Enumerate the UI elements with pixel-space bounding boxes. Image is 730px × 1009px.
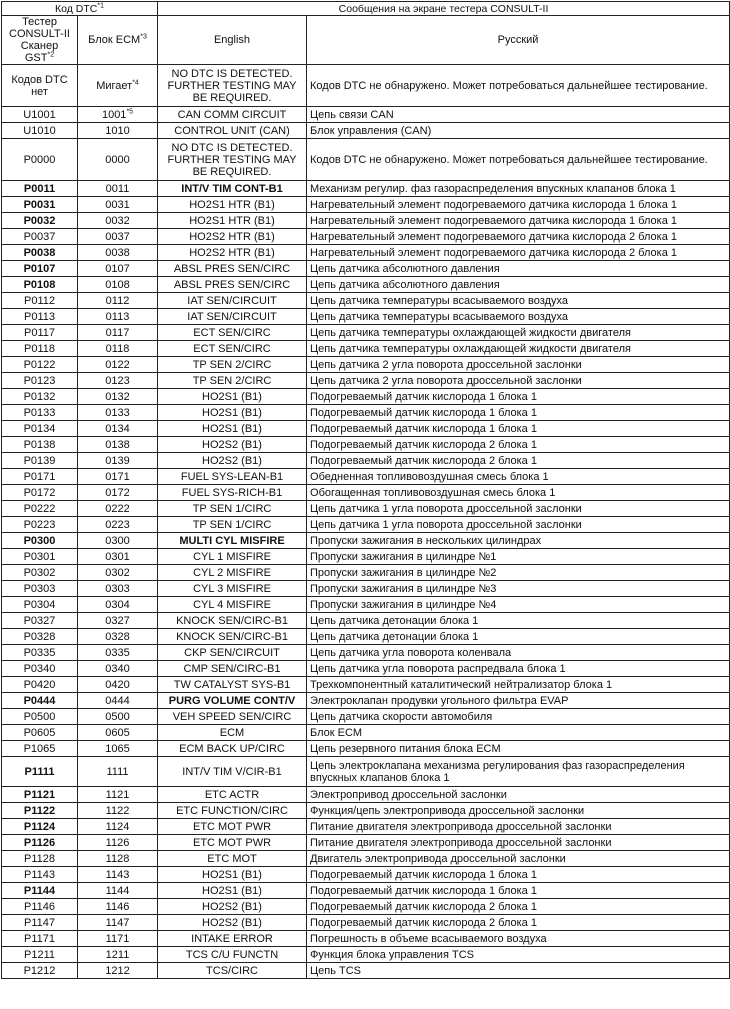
russian-message-cell: Обедненная топливовоздушная смесь блока 1 [307, 469, 730, 485]
russian-message-cell: Цепь резервного питания блока ECM [307, 741, 730, 757]
table-row [2, 139, 730, 181]
table-row [2, 693, 730, 709]
table-row [2, 469, 730, 485]
russian-message-cell: Блок ECM [307, 725, 730, 741]
table-row [2, 341, 730, 357]
ecm-code-cell: 0123 [78, 373, 158, 389]
russian-message-cell: Цепь датчика абсолютного давления [307, 277, 730, 293]
ecm-code-cell: 0037 [78, 229, 158, 245]
russian-message-cell: Цепь датчика 1 угла поворота дроссельной заслонки [307, 501, 730, 517]
english-message-cell: INTAKE ERROR [158, 931, 307, 947]
table-row [2, 851, 730, 867]
ecm-code-cell: 0112 [78, 293, 158, 309]
english-message-cell: ETC MOT PWR [158, 835, 307, 851]
english-message-cell: TP SEN 1/CIRC [158, 501, 307, 517]
ecm-code-cell: 0340 [78, 661, 158, 677]
table-row [2, 437, 730, 453]
dtc-table-page [1, 1, 729, 979]
english-message-cell: ECT SEN/CIRC [158, 341, 307, 357]
table-row [2, 229, 730, 245]
table-row [2, 709, 730, 725]
ecm-code-cell: 1212 [78, 963, 158, 979]
english-message-cell: HO2S2 (B1) [158, 899, 307, 915]
tester-code-cell: P0300 [2, 533, 78, 549]
english-message-cell: KNOCK SEN/CIRC-B1 [158, 613, 307, 629]
table-row [2, 677, 730, 693]
ecm-code-cell: 1065 [78, 741, 158, 757]
russian-message-cell: Подогреваемый датчик кислорода 1 блока 1 [307, 389, 730, 405]
english-message-cell: HO2S2 (B1) [158, 915, 307, 931]
russian-message-cell: Двигатель электропривода дроссельной заслонки [307, 851, 730, 867]
english-message-cell: HO2S1 (B1) [158, 421, 307, 437]
russian-message-cell: Цепь датчика абсолютного давления [307, 261, 730, 277]
tester-code-cell: P0112 [2, 293, 78, 309]
english-message-cell: ETC MOT PWR [158, 819, 307, 835]
english-message-cell: NO DTC IS DETECTED. FURTHER TESTING MAY BE REQUIRED. [158, 139, 307, 181]
table-row [2, 421, 730, 437]
tester-code-cell: P0122 [2, 357, 78, 373]
english-message-cell: HO2S1 (B1) [158, 867, 307, 883]
table-row [2, 277, 730, 293]
table-row [2, 819, 730, 835]
english-message-cell: VEH SPEED SEN/CIRC [158, 709, 307, 725]
tester-code-cell: P1126 [2, 835, 78, 851]
english-message-cell: FUEL SYS-LEAN-B1 [158, 469, 307, 485]
table-row [2, 741, 730, 757]
russian-message-cell: Цепь датчика 1 угла поворота дроссельной заслонки [307, 517, 730, 533]
russian-message-cell: Цепь электроклапана механизма регулирования фаз газораспределения впускных клапанов блока 1 [307, 757, 730, 787]
russian-message-cell: Подогреваемый датчик кислорода 1 блока 1 [307, 421, 730, 437]
ecm-code-cell: 0133 [78, 405, 158, 421]
russian-message-cell: Цепь датчика детонации блока 1 [307, 613, 730, 629]
russian-message-cell: Электропривод дроссельной заслонки [307, 787, 730, 803]
table-row [2, 389, 730, 405]
russian-message-cell: Погрешность в объеме всасываемого воздуха [307, 931, 730, 947]
tester-code-cell: P1212 [2, 963, 78, 979]
table-row [2, 915, 730, 931]
tester-code-cell: P0132 [2, 389, 78, 405]
ecm-code-cell: 1121 [78, 787, 158, 803]
english-message-cell: ETC ACTR [158, 787, 307, 803]
table-row [2, 581, 730, 597]
ecm-code-cell: 0605 [78, 725, 158, 741]
tester-code-cell: P0117 [2, 325, 78, 341]
english-message-cell: IAT SEN/CIRCUIT [158, 293, 307, 309]
english-message-cell: NO DTC IS DETECTED. FURTHER TESTING MAY BE REQUIRED. [158, 65, 307, 107]
english-message-cell: CAN COMM CIRCUIT [158, 107, 307, 123]
table-row [2, 963, 730, 979]
russian-message-cell: Цепь датчика угла поворота распредвала блока 1 [307, 661, 730, 677]
tester-code-cell: P0444 [2, 693, 78, 709]
ecm-code-cell: 0031 [78, 197, 158, 213]
english-message-cell: HO2S1 (B1) [158, 883, 307, 899]
ecm-code-cell: 0171 [78, 469, 158, 485]
tester-code-cell: P0139 [2, 453, 78, 469]
tester-code-cell: P1124 [2, 819, 78, 835]
english-message-cell: ECM BACK UP/CIRC [158, 741, 307, 757]
tester-code-cell: P0303 [2, 581, 78, 597]
russian-message-cell: Нагревательный элемент подогреваемого датчика кислорода 1 блока 1 [307, 213, 730, 229]
russian-message-cell: Цепь датчика детонации блока 1 [307, 629, 730, 645]
tester-code-cell: P0171 [2, 469, 78, 485]
russian-message-cell: Функция/цепь электропривода дроссельной заслонки [307, 803, 730, 819]
tester-code-cell: P0301 [2, 549, 78, 565]
ecm-code-cell: Мигает$^{*4}$ [78, 65, 158, 107]
table-row [2, 931, 730, 947]
table-row [2, 485, 730, 501]
ecm-code-cell: 1010 [78, 123, 158, 139]
tester-code-cell: P0032 [2, 213, 78, 229]
english-message-cell: ETC FUNCTION/CIRC [158, 803, 307, 819]
ecm-code-cell: 1147 [78, 915, 158, 931]
ecm-code-cell: 0113 [78, 309, 158, 325]
ecm-code-cell: 0304 [78, 597, 158, 613]
table-row [2, 245, 730, 261]
ecm-code-cell: 0420 [78, 677, 158, 693]
tester-code-cell: P0304 [2, 597, 78, 613]
ecm-code-cell: 0302 [78, 565, 158, 581]
tester-code-cell: P0037 [2, 229, 78, 245]
header-ecm: Блок ECM$^{*3}$ [78, 16, 158, 65]
english-message-cell: HO2S1 (B1) [158, 405, 307, 421]
header-russian: Русский [307, 16, 730, 65]
ecm-code-cell: 0301 [78, 549, 158, 565]
ecm-code-cell: 0303 [78, 581, 158, 597]
ecm-code-cell: 0011 [78, 181, 158, 197]
tester-code-cell: P1171 [2, 931, 78, 947]
ecm-code-cell: 0138 [78, 437, 158, 453]
table-body [2, 65, 730, 979]
table-row [2, 725, 730, 741]
tester-code-cell: P0172 [2, 485, 78, 501]
tester-code-cell: P1121 [2, 787, 78, 803]
english-message-cell: HO2S2 (B1) [158, 453, 307, 469]
table-row [2, 373, 730, 389]
ecm-code-cell: 1122 [78, 803, 158, 819]
english-message-cell: TW CATALYST SYS-B1 [158, 677, 307, 693]
ecm-code-cell: 0327 [78, 613, 158, 629]
table-row [2, 549, 730, 565]
english-message-cell: TP SEN 1/CIRC [158, 517, 307, 533]
ecm-code-cell: 1146 [78, 899, 158, 915]
english-message-cell: CYL 2 MISFIRE [158, 565, 307, 581]
table-row [2, 501, 730, 517]
tester-code-cell: P0328 [2, 629, 78, 645]
ecm-code-cell: 0300 [78, 533, 158, 549]
english-message-cell: TP SEN 2/CIRC [158, 373, 307, 389]
tester-code-cell: P0302 [2, 565, 78, 581]
table-row [2, 645, 730, 661]
ecm-code-cell: 1001$^{*5}$ [78, 107, 158, 123]
table-row [2, 947, 730, 963]
table-row [2, 213, 730, 229]
ecm-code-cell: 0500 [78, 709, 158, 725]
header-tester: Тестер CONSULT-II Сканер GST$^{*2}$ [2, 16, 78, 65]
table-row [2, 613, 730, 629]
english-message-cell: CMP SEN/CIRC-B1 [158, 661, 307, 677]
russian-message-cell: Нагревательный элемент подогреваемого датчика кислорода 2 блока 1 [307, 229, 730, 245]
tester-code-cell: P0113 [2, 309, 78, 325]
russian-message-cell: Пропуски зажигания в цилиндре №1 [307, 549, 730, 565]
table-row [2, 309, 730, 325]
russian-message-cell: Подогреваемый датчик кислорода 1 блока 1 [307, 405, 730, 421]
english-message-cell: FUEL SYS-RICH-B1 [158, 485, 307, 501]
ecm-code-cell: 0222 [78, 501, 158, 517]
english-message-cell: HO2S2 HTR (B1) [158, 245, 307, 261]
english-message-cell: HO2S2 (B1) [158, 437, 307, 453]
tester-code-cell: P1211 [2, 947, 78, 963]
russian-message-cell: Пропуски зажигания в цилиндре №2 [307, 565, 730, 581]
ecm-code-cell: 1143 [78, 867, 158, 883]
english-message-cell: CYL 1 MISFIRE [158, 549, 307, 565]
tester-code-cell: P0327 [2, 613, 78, 629]
tester-code-cell: P1144 [2, 883, 78, 899]
english-message-cell: IAT SEN/CIRCUIT [158, 309, 307, 325]
russian-message-cell: Нагревательный элемент подогреваемого датчика кислорода 2 блока 1 [307, 245, 730, 261]
english-message-cell: INT/V TIM V/CIR-B1 [158, 757, 307, 787]
table-row [2, 533, 730, 549]
table-row [2, 565, 730, 581]
table-row [2, 803, 730, 819]
ecm-code-cell: 0132 [78, 389, 158, 405]
russian-message-cell: Пропуски зажигания в цилиндре №4 [307, 597, 730, 613]
russian-message-cell: Нагревательный элемент подогреваемого датчика кислорода 1 блока 1 [307, 197, 730, 213]
header-row-sub [2, 16, 730, 65]
tester-code-cell: P1122 [2, 803, 78, 819]
ecm-code-cell: 0444 [78, 693, 158, 709]
tester-code-cell: P1065 [2, 741, 78, 757]
english-message-cell: MULTI CYL MISFIRE [158, 533, 307, 549]
russian-message-cell: Цепь датчика температуры охлаждающей жидкости двигателя [307, 325, 730, 341]
russian-message-cell: Цепь датчика угла поворота коленвала [307, 645, 730, 661]
table-row [2, 835, 730, 851]
english-message-cell: TP SEN 2/CIRC [158, 357, 307, 373]
table-row [2, 517, 730, 533]
russian-message-cell: Пропуски зажигания в цилиндре №3 [307, 581, 730, 597]
english-message-cell: CONTROL UNIT (CAN) [158, 123, 307, 139]
header-english: English [158, 16, 307, 65]
russian-message-cell: Питание двигателя электропривода дроссельной заслонки [307, 835, 730, 851]
table-row [2, 261, 730, 277]
tester-code-cell: P0223 [2, 517, 78, 533]
russian-message-cell: Цепь датчика 2 угла поворота дроссельной заслонки [307, 357, 730, 373]
english-message-cell: HO2S1 (B1) [158, 389, 307, 405]
dtc-table [1, 1, 730, 979]
english-message-cell: CKP SEN/CIRCUIT [158, 645, 307, 661]
ecm-code-cell: 0117 [78, 325, 158, 341]
table-row [2, 123, 730, 139]
tester-code-cell: P1147 [2, 915, 78, 931]
table-row [2, 867, 730, 883]
tester-code-cell: P0107 [2, 261, 78, 277]
ecm-code-cell: 0122 [78, 357, 158, 373]
ecm-code-cell: 0172 [78, 485, 158, 501]
english-message-cell: KNOCK SEN/CIRC-B1 [158, 629, 307, 645]
russian-message-cell: Цепь TCS [307, 963, 730, 979]
russian-message-cell: Кодов DTC не обнаружено. Может потребоваться дальнейшее тестирование. [307, 139, 730, 181]
russian-message-cell: Цепь датчика температуры охлаждающей жидкости двигателя [307, 341, 730, 357]
russian-message-cell: Подогреваемый датчик кислорода 1 блока 1 [307, 883, 730, 899]
table-row [2, 629, 730, 645]
ecm-code-cell: 0000 [78, 139, 158, 181]
tester-code-cell: P0011 [2, 181, 78, 197]
table-row [2, 357, 730, 373]
table-row [2, 293, 730, 309]
russian-message-cell: Электроклапан продувки угольного фильтра EVAP [307, 693, 730, 709]
table-row [2, 325, 730, 341]
ecm-code-cell: 0032 [78, 213, 158, 229]
table-row [2, 883, 730, 899]
tester-code-cell: P1146 [2, 899, 78, 915]
russian-message-cell: Цепь датчика температуры всасываемого воздуха [307, 293, 730, 309]
english-message-cell: TCS C/U FUNCTN [158, 947, 307, 963]
ecm-code-cell: 0134 [78, 421, 158, 437]
russian-message-cell: Пропуски зажигания в нескольких цилиндрах [307, 533, 730, 549]
table-row [2, 899, 730, 915]
english-message-cell: PURG VOLUME CONT/V [158, 693, 307, 709]
table-row [2, 197, 730, 213]
english-message-cell: ECM [158, 725, 307, 741]
tester-code-cell: U1010 [2, 123, 78, 139]
table-row [2, 107, 730, 123]
tester-code-cell: P0118 [2, 341, 78, 357]
tester-code-cell: P1143 [2, 867, 78, 883]
header-row-top [2, 2, 730, 16]
tester-code-cell: P0500 [2, 709, 78, 725]
table-row [2, 405, 730, 421]
english-message-cell: ETC MOT [158, 851, 307, 867]
english-message-cell: ABSL PRES SEN/CIRC [158, 261, 307, 277]
table-row [2, 181, 730, 197]
ecm-code-cell: 1144 [78, 883, 158, 899]
tester-code-cell: P0123 [2, 373, 78, 389]
russian-message-cell: Цепь датчика скорости автомобиля [307, 709, 730, 725]
russian-message-cell: Функция блока управления TCS [307, 947, 730, 963]
english-message-cell: ABSL PRES SEN/CIRC [158, 277, 307, 293]
russian-message-cell: Питание двигателя электропривода дроссельной заслонки [307, 819, 730, 835]
ecm-code-cell: 1171 [78, 931, 158, 947]
tester-code-cell: P1128 [2, 851, 78, 867]
ecm-code-cell: 1111 [78, 757, 158, 787]
tester-code-cell: P0340 [2, 661, 78, 677]
russian-message-cell: Обогащенная топливовоздушная смесь блока 1 [307, 485, 730, 501]
tester-code-cell: P0038 [2, 245, 78, 261]
tester-code-cell: P1111 [2, 757, 78, 787]
tester-code-cell: P0605 [2, 725, 78, 741]
russian-message-cell: Подогреваемый датчик кислорода 2 блока 1 [307, 437, 730, 453]
table-row [2, 757, 730, 787]
ecm-code-cell: 0139 [78, 453, 158, 469]
ecm-code-cell: 0107 [78, 261, 158, 277]
table-row [2, 597, 730, 613]
tester-code-cell: P0138 [2, 437, 78, 453]
tester-code-cell: P0335 [2, 645, 78, 661]
ecm-code-cell: 0038 [78, 245, 158, 261]
ecm-code-cell: 1124 [78, 819, 158, 835]
ecm-code-cell: 1128 [78, 851, 158, 867]
russian-message-cell: Блок управления (CAN) [307, 123, 730, 139]
russian-message-cell: Подогреваемый датчик кислорода 2 блока 1 [307, 453, 730, 469]
russian-message-cell: Подогреваемый датчик кислорода 2 блока 1 [307, 915, 730, 931]
table-row [2, 787, 730, 803]
header-screen-messages: Сообщения на экране тестера CONSULT-II [158, 2, 730, 16]
tester-code-cell: P0133 [2, 405, 78, 421]
table-row [2, 453, 730, 469]
ecm-code-cell: 0118 [78, 341, 158, 357]
ecm-code-cell: 1126 [78, 835, 158, 851]
tester-code-cell: P0108 [2, 277, 78, 293]
ecm-code-cell: 1211 [78, 947, 158, 963]
tester-code-cell: P0031 [2, 197, 78, 213]
russian-message-cell: Подогреваемый датчик кислорода 2 блока 1 [307, 899, 730, 915]
table-row [2, 661, 730, 677]
russian-message-cell: Цепь связи CAN [307, 107, 730, 123]
tester-code-cell: P0134 [2, 421, 78, 437]
english-message-cell: CYL 4 MISFIRE [158, 597, 307, 613]
russian-message-cell: Цепь датчика температуры всасываемого воздуха [307, 309, 730, 325]
english-message-cell: HO2S2 HTR (B1) [158, 229, 307, 245]
tester-code-cell: U1001 [2, 107, 78, 123]
tester-code-cell: P0000 [2, 139, 78, 181]
russian-message-cell: Механизм регулир. фаз газораспределения впускных клапанов блока 1 [307, 181, 730, 197]
russian-message-cell: Трехкомпонентный каталитический нейтрализатор блока 1 [307, 677, 730, 693]
english-message-cell: HO2S1 HTR (B1) [158, 213, 307, 229]
english-message-cell: CYL 3 MISFIRE [158, 581, 307, 597]
english-message-cell: TCS/CIRC [158, 963, 307, 979]
tester-code-cell: P0222 [2, 501, 78, 517]
ecm-code-cell: 0328 [78, 629, 158, 645]
ecm-code-cell: 0108 [78, 277, 158, 293]
english-message-cell: ECT SEN/CIRC [158, 325, 307, 341]
tester-code-cell: P0420 [2, 677, 78, 693]
ecm-code-cell: 0223 [78, 517, 158, 533]
tester-code-cell: Кодов DTC нет [2, 65, 78, 107]
russian-message-cell: Подогреваемый датчик кислорода 1 блока 1 [307, 867, 730, 883]
russian-message-cell: Цепь датчика 2 угла поворота дроссельной заслонки [307, 373, 730, 389]
english-message-cell: HO2S1 HTR (B1) [158, 197, 307, 213]
english-message-cell: INT/V TIM CONT-B1 [158, 181, 307, 197]
header-dtc-code: Код DTC$^{*1}$ [2, 2, 158, 16]
ecm-code-cell: 0335 [78, 645, 158, 661]
table-row [2, 65, 730, 107]
russian-message-cell: Кодов DTC не обнаружено. Может потребоваться дальнейшее тестирование. [307, 65, 730, 107]
